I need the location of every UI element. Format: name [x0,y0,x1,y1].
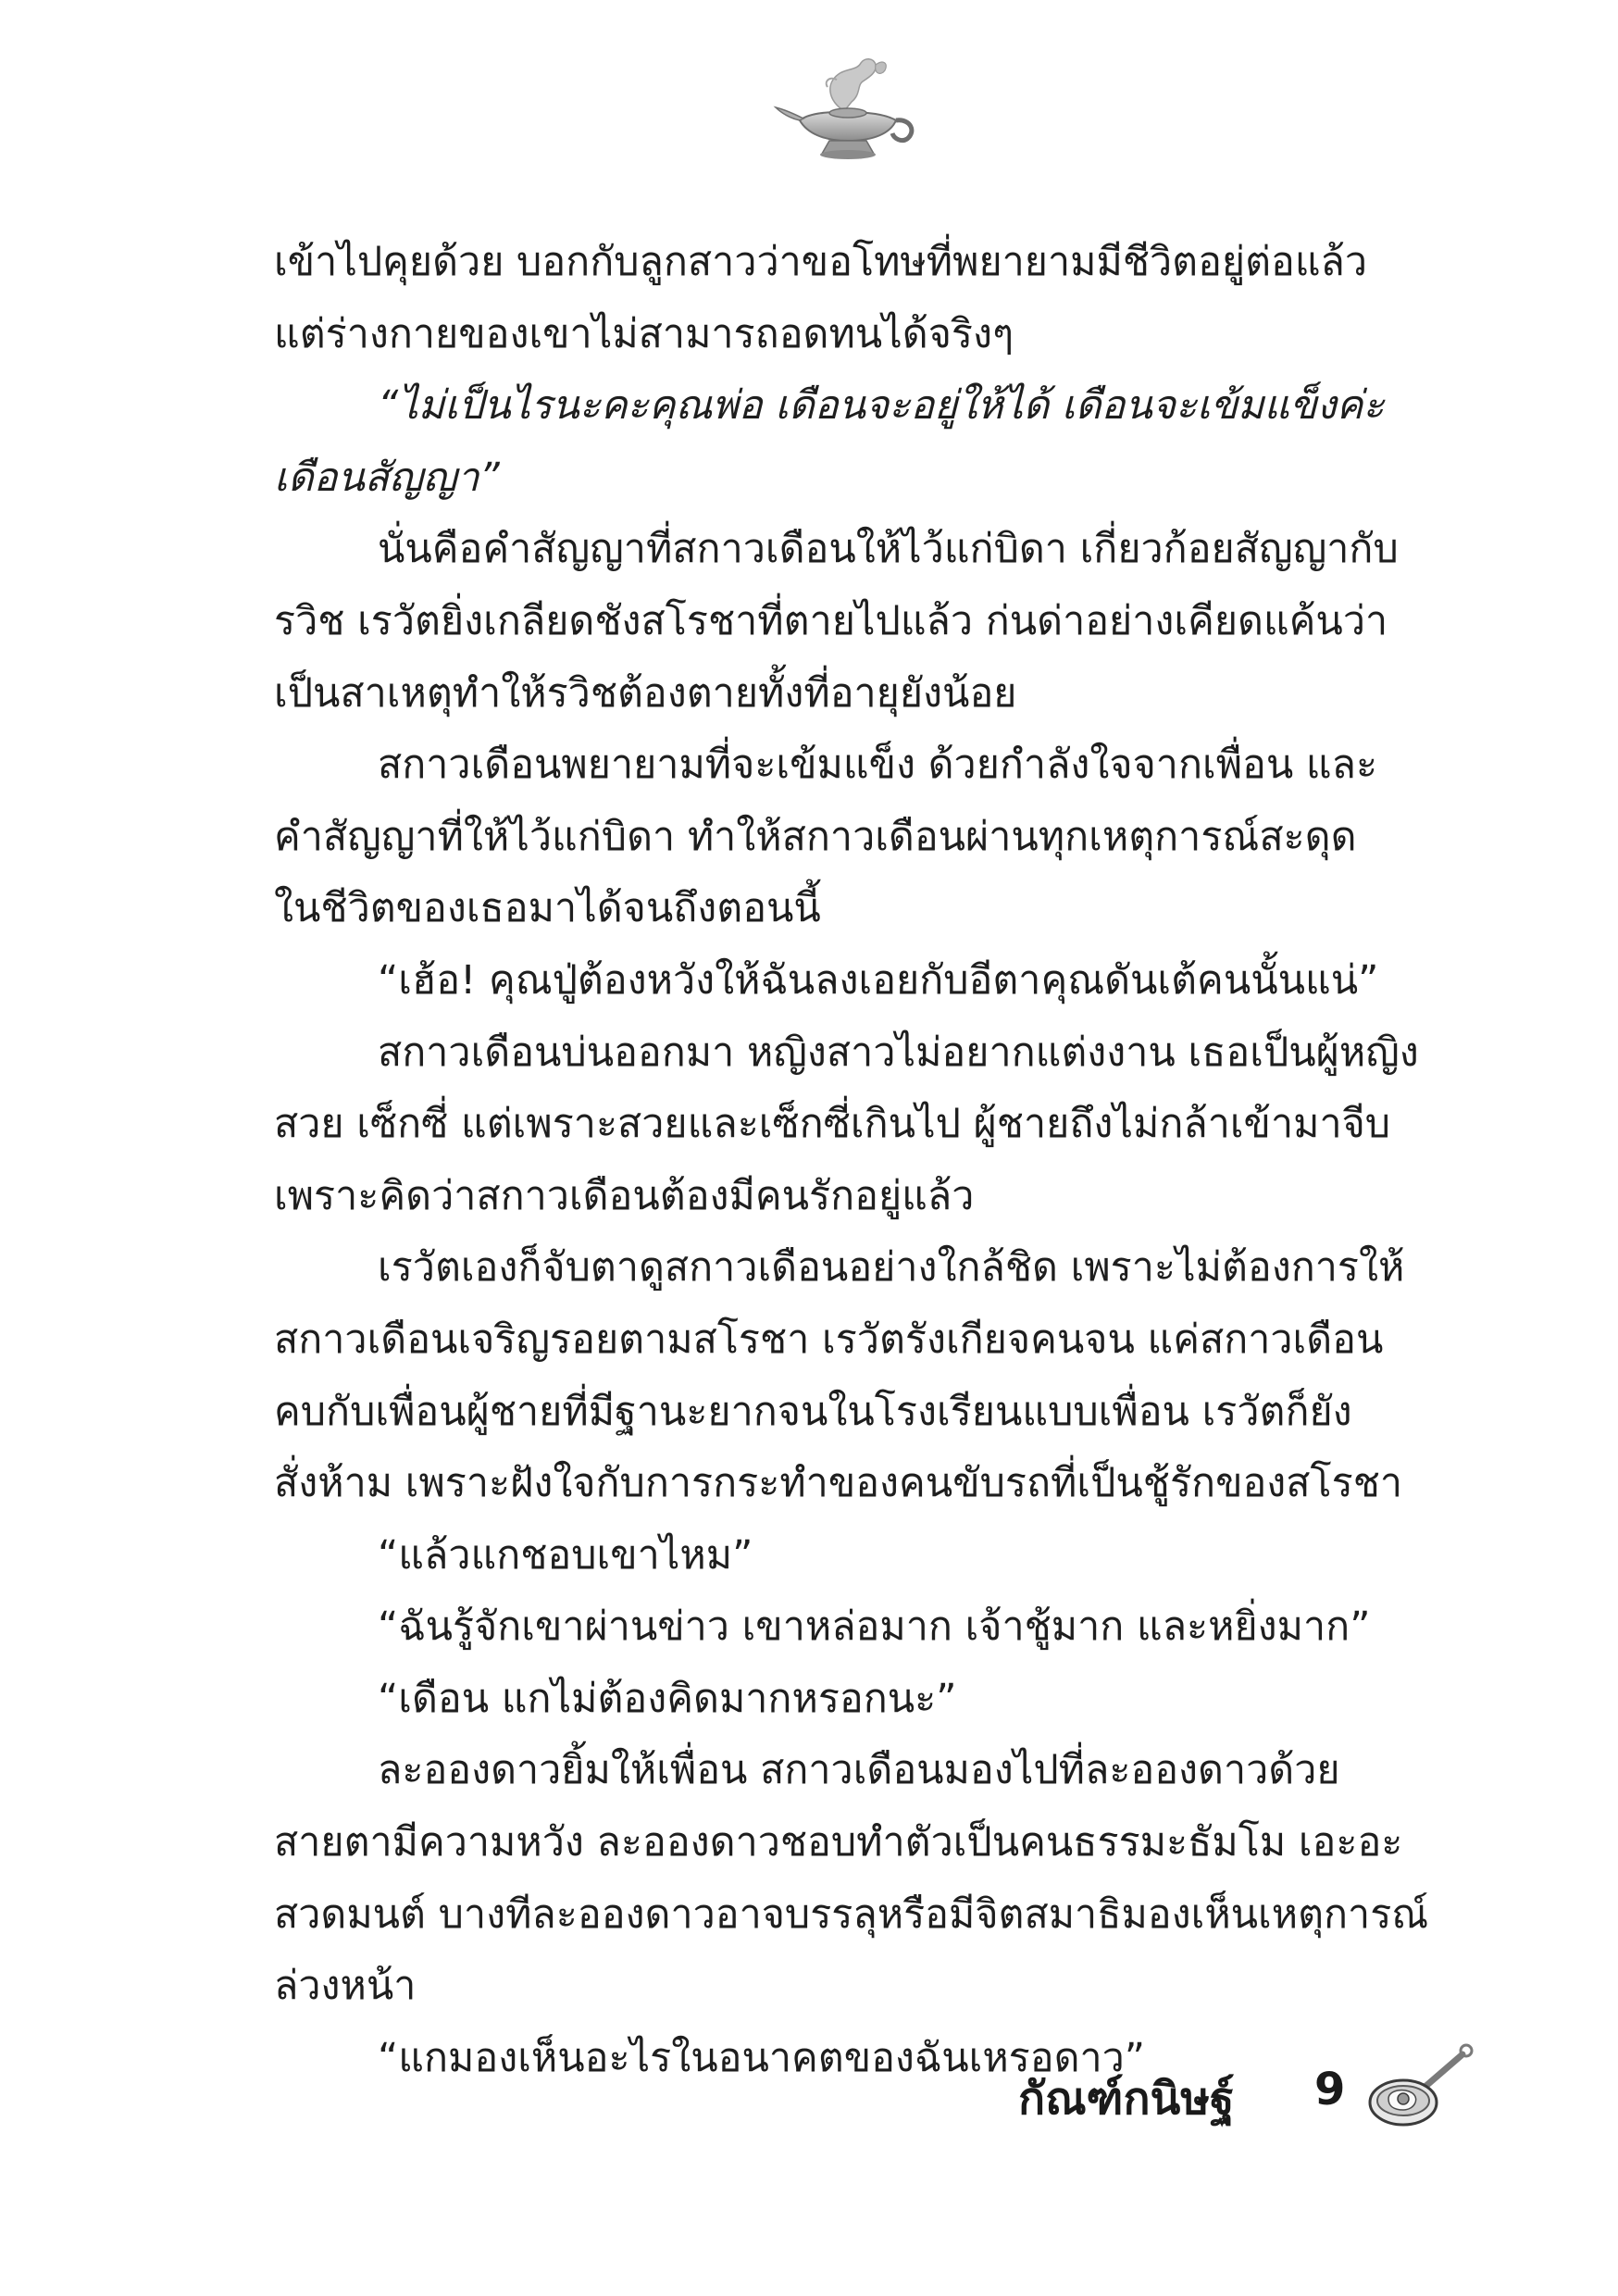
text-line: สกาวเดือนพยายามที่จะเข้มแข็ง ด้วยกำลังใจจากเพื่อน และ [378,742,1378,789]
text-line: “เฮ้อ! คุณปู่ต้องหวังให้ฉันลงเอยกับอีตาคุณดันเต้คนนั้นแน่” [378,956,1379,1004]
text-line: “แล้วแกชอบเขาไหม” [378,1531,753,1578]
text-line: เพราะคิดว่าสกาวเดือนต้องมีคนรักอยู่แล้ว [274,1172,975,1219]
text-line: สวย เซ็กซี่ แต่เพราะสวยและเซ็กซี่เกินไป ผู้ชายถึงไม่กล้าเข้ามาจีบ [274,1101,1391,1148]
text-line: ล่วงหน้า [274,1963,417,2010]
text-line: เป็นสาเหตุทำให้รวิชต้องตายทั้งที่อายุยังน้อย [274,669,1017,717]
text-line: สั่งห้าม เพราะฝังใจกับการกระทำของคนขับรถที่เป็นชู้รักของสโรชา [274,1460,1403,1507]
text-line: “ไม่เป็นไรนะคะคุณพ่อ เดือนจะอยู่ให้ได้ เดือนจะเข้มแข็งค่ะ [378,382,1385,430]
page-footer [990,2041,1509,2143]
text-line: สกาวเดือนบ่นออกมา หญิงสาวไม่อยากแต่งงาน เธอเป็นผู้หญิง [378,1029,1419,1076]
text-line: แต่ร่างกายของเขาไม่สามารถอดทนได้จริงๆ [274,310,1014,357]
genie-lamp-icon [772,54,920,163]
text-line: สายตามีความหวัง ละอองดาวชอบทำตัวเป็นคนธรรมะธัมโม เอะอะ [274,1819,1403,1866]
text-line: “ฉันรู้จักเขาผ่านข่าว เขาหล่อมาก เจ้าชู้มาก และหยิ่งมาก” [378,1603,1371,1651]
book-title: กัณฑ์กนิษฐ์ [1018,2073,1235,2125]
text-line: คำสัญญาที่ให้ไว้แก่บิดา ทำให้สกาวเดือนผ่านทุกเหตุการณ์สะดุด [274,813,1357,860]
text-line: เข้าไปคุยด้วย บอกกับลูกสาวว่าขอโทษที่พยายามมีชีวิตอยู่ต่อแล้ว [274,239,1368,285]
text-line: “แกมองเห็นอะไรในอนาคตของฉันเหรอดาว” [378,2034,1146,2081]
text-line: นั่นคือคำสัญญาที่สกาวเดือนให้ไว้แก่บิดา เกี่ยวก้อยสัญญากับ [378,526,1399,573]
text-line: สวดมนต์ บางทีละอองดาวอาจบรรลุหรือมีจิตสมาธิมองเห็นเหตุการณ์ [274,1890,1429,1938]
text-line: ละอองดาวยิ้มให้เพื่อน สกาวเดือนมองไปที่ละอองดาวด้วย [378,1747,1340,1794]
text-line: คบกับเพื่อนผู้ชายที่มีฐานะยากจนในโรงเรียนแบบเพื่อน เรวัตก็ยัง [274,1388,1352,1435]
text-line: รวิช เรวัตยิ่งเกลียดชังสโรชาที่ตายไปแล้ว ก่นด่าอย่างเคียดแค้นว่า [274,597,1388,644]
frying-pan-icon [1366,2041,1477,2134]
text-line: เดือนสัญญา” [274,454,500,501]
chapter-body-text [274,227,1468,2094]
text-line: สกาวเดือนเจริญรอยตามสโรชา เรวัตรังเกียจคนจน แค่สกาวเดือน [274,1316,1384,1363]
text-line: “เดือน แกไม่ต้องคิดมากหรอกนะ” [378,1675,957,1722]
text-line: ในชีวิตของเธอมาได้จนถึงตอนนี้ [274,885,821,932]
text-line: เรวัตเองก็จับตาดูสกาวเดือนอย่างใกล้ชิด เพราะไม่ต้องการให้ [378,1244,1405,1292]
page-number: 9 [1314,2064,1346,2115]
